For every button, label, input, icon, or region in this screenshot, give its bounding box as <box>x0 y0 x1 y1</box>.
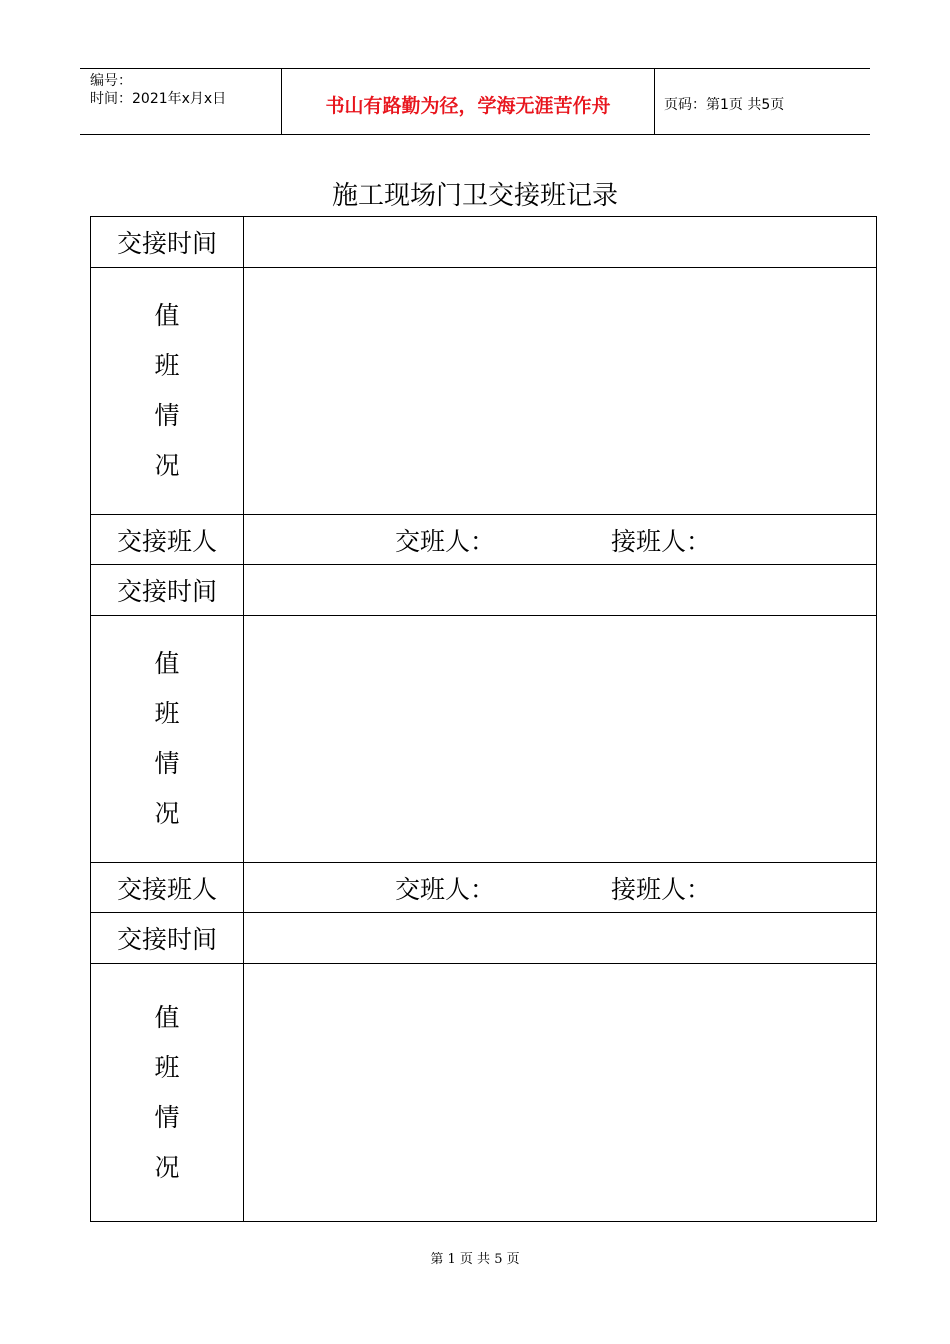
duty-status-row <box>91 268 876 515</box>
duty-status-row <box>91 964 876 1221</box>
document-header <box>80 68 870 135</box>
taken-over-by-label: 接班人： <box>611 874 712 904</box>
handover-people-label: 交接班人 <box>116 874 217 904</box>
handover-form-table <box>90 216 877 1222</box>
handover-time-field[interactable] <box>244 217 876 267</box>
handover-time-field[interactable] <box>244 913 876 963</box>
duty-status-field[interactable] <box>244 964 876 1221</box>
handover-time-label: 交接时间 <box>116 229 217 258</box>
page-title: 施工现场门卫交接班记录 <box>331 181 618 211</box>
duty-status-label: 值 班 情 况 <box>154 301 180 480</box>
handover-people-field[interactable] <box>244 863 876 912</box>
header-page-cell <box>655 69 870 134</box>
page-info: 页码：第1页 共5页 <box>664 97 785 113</box>
hand-over-by-label: 交班人： <box>395 526 496 556</box>
header-motto-cell <box>282 69 655 134</box>
page-footer: 第 1 页 共 5 页 <box>430 1252 520 1267</box>
duty-status-field[interactable] <box>244 616 876 862</box>
handover-time-field[interactable] <box>244 565 876 615</box>
handover-time-row <box>91 217 876 268</box>
duty-status-label: 值 班 情 况 <box>154 1002 180 1182</box>
handover-people-label: 交接班人 <box>116 526 217 556</box>
document-number-label: 编号： <box>90 73 132 89</box>
duty-status-label: 值 班 情 况 <box>154 649 180 828</box>
motto-text: 书山有路勤为径，学海无涯苦作舟 <box>325 95 611 117</box>
document-date-label: 时间：2021年x月x日 <box>90 91 227 107</box>
handover-time-row <box>91 565 876 616</box>
handover-time-label: 交接时间 <box>116 577 217 606</box>
duty-status-field[interactable] <box>244 268 876 514</box>
handover-people-field[interactable] <box>244 515 876 564</box>
handover-time-row <box>91 913 876 964</box>
duty-status-row <box>91 616 876 863</box>
handover-time-label: 交接时间 <box>116 925 217 954</box>
taken-over-by-label: 接班人： <box>611 526 712 556</box>
handover-people-row <box>91 515 876 565</box>
handover-people-row <box>91 863 876 913</box>
header-info-cell <box>80 69 282 134</box>
hand-over-by-label: 交班人： <box>395 874 496 904</box>
